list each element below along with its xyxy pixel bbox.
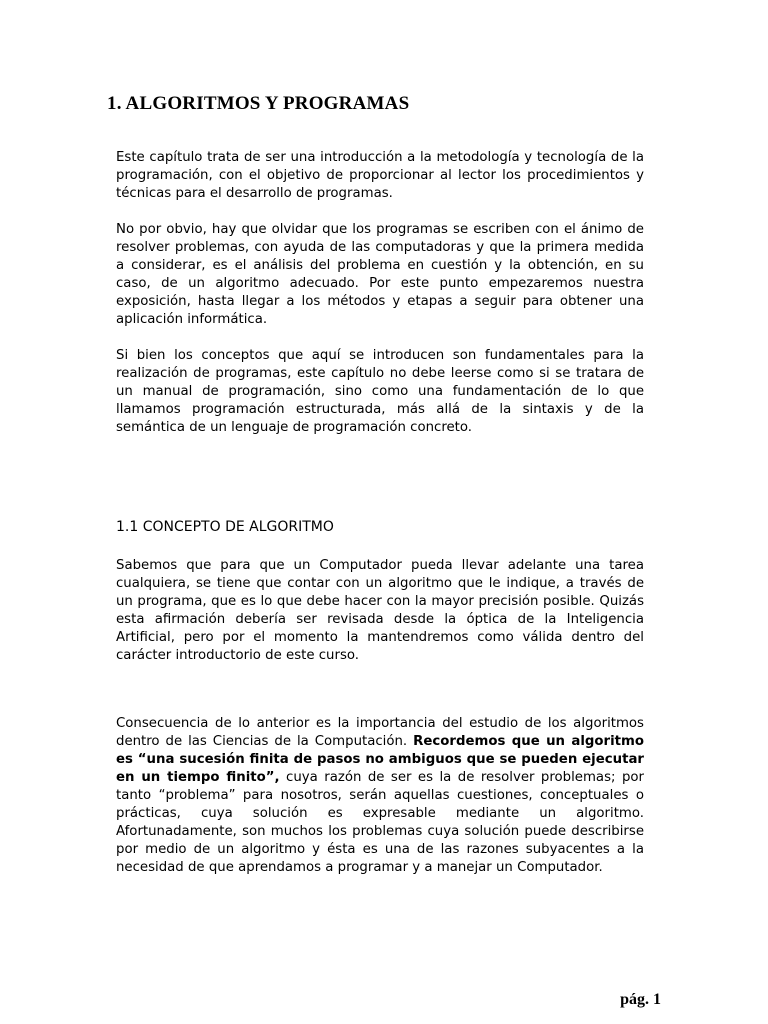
section-paragraph-1: Sabemos que para que un Computador pueda llevar adelante una tarea cualquiera, se tiene que contar con un algoritmo que le indique, a través de un programa, que es lo que debe hacer con la mayor precisión posible. Quizás esta afirmación debería ser revisada desde la óptica de la Inteligencia Artificial, pero por el momento la mantendremos como válida dentro del carácter introductorio de este curso. xyxy=(116,558,644,663)
section-paragraph-2 xyxy=(116,715,644,877)
chapter-title: 1. ALGORITMOS Y PROGRAMAS xyxy=(107,93,410,114)
paragraph-text-start: Consecuencia de lo anterior es la importancia del estudio de los algoritmos dentro de las Ciencias de la Computación. xyxy=(116,716,644,749)
paragraph-text-end: cuya razón de ser es la de resolver problemas; por tanto “problema” para nosotros, serán aquellas cuestiones, conceptuales o prácticas, cuya solución es expresable mediante un algoritmo. Afortunadamente, son muchos los problemas cuya solución puede describirse por medio de un algoritmo y ésta es una de las razones subyacentes a la necesidad de que aprendamos a programar y a manejar un Computador. xyxy=(116,770,644,875)
intro-paragraph-2: No por obvio, hay que olvidar que los programas se escriben con el ánimo de resolver problemas, con ayuda de las computadoras y que la primera medida a considerar, es el análisis del problema en cuestión y la obtención, en su caso, de un algoritmo adecuado. Por este punto empezaremos nuestra exposición, hasta llegar a los métodos y etapas a seguir para obtener una aplicación informática. xyxy=(116,222,644,327)
intro-paragraph-1: Este capítulo trata de ser una introducción a la metodología y tecnología de la programación, con el objetivo de proporcionar al lector los procedimientos y técnicas para el desarrollo de programas. xyxy=(116,150,644,201)
section-title: 1.1 CONCEPTO DE ALGORITMO xyxy=(116,519,334,535)
intro-paragraph-3: Si bien los conceptos que aquí se introducen son fundamentales para la realización de programas, este capítulo no debe leerse como si se tratara de un manual de programación, sino como una fundamentación de lo que llamamos programación estructurada, más allá de la sintaxis y de la semántica de un lenguaje de programación concreto. xyxy=(116,348,644,435)
algorithm-definition: Recordemos que un algoritmo es “una sucesión finita de pasos no ambiguos que se pueden ejecutar en un tiempo finito”, xyxy=(116,734,645,785)
page-number: pág. 1 xyxy=(620,991,661,1008)
